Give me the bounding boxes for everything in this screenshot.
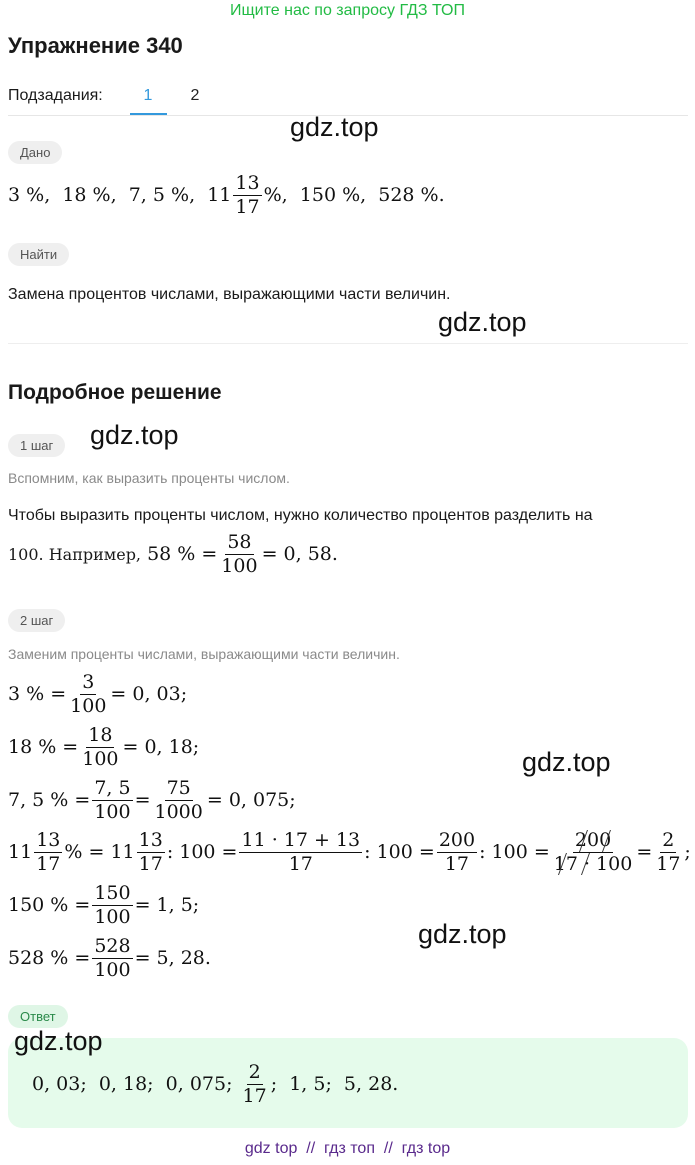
fraction-numerator: 11 · 17 + 13 — [241, 828, 361, 851]
fraction-denominator: 17 — [656, 852, 681, 875]
watermark: gdz.top — [14, 1026, 103, 1056]
fraction-numerator: 18 — [88, 723, 113, 746]
row-left: 3 % = — [8, 683, 67, 705]
solution-heading: Подробное решение — [8, 381, 222, 404]
fraction — [92, 778, 132, 823]
fraction-numerator: 58 — [227, 530, 252, 553]
fraction-numerator: 200 — [438, 828, 476, 851]
conversion-row — [8, 668, 187, 720]
conversion-row — [8, 932, 211, 984]
row-left: 528 % = — [8, 947, 91, 969]
watermark: gdz.top — [90, 420, 179, 450]
fraction-numerator: 13 — [138, 828, 163, 851]
step1-hint: Вспомним, как выразить проценты числом. — [8, 470, 290, 486]
fraction — [80, 725, 120, 770]
fraction — [137, 830, 165, 875]
watermark: gdz.top — [522, 747, 611, 777]
answer-text: 0, 03; 0, 18; 0, 075; — [32, 1073, 233, 1095]
conversion-row — [8, 879, 199, 931]
step2-hint: Заменим проценты числами, выражающими части величин. — [8, 646, 400, 662]
math-text: : 100 = — [479, 841, 550, 863]
subtasks-label: Подзадания: — [8, 87, 103, 104]
fraction-denominator: 17 — [235, 195, 260, 218]
row-mid: = — [134, 789, 151, 811]
given-pill: Дано — [8, 141, 62, 164]
fraction — [219, 532, 259, 577]
mixed-whole: 11 — [8, 841, 33, 863]
tab-subtask-2[interactable]: 2 — [190, 87, 200, 104]
footer-links[interactable]: gdz top // гдз топ // гдз top — [244, 1140, 451, 1157]
given-mixed-number — [207, 173, 287, 218]
fraction — [92, 936, 132, 981]
row-right: = 0, 075; — [206, 789, 296, 811]
fraction-denominator: 1000 — [154, 800, 203, 823]
conversion-row — [8, 774, 296, 826]
fraction — [92, 883, 132, 928]
answer-pill: Ответ — [8, 1005, 68, 1028]
fraction — [654, 830, 682, 875]
fraction-denominator: 100 — [82, 747, 119, 770]
find-pill: Найти — [8, 243, 69, 266]
fraction — [437, 830, 477, 875]
fraction-numerator: 13 — [36, 828, 61, 851]
watermark: gdz.top — [290, 112, 379, 142]
row-right: = 1, 5; — [134, 894, 200, 916]
fraction — [68, 672, 108, 717]
fraction-numerator: 2 — [662, 828, 675, 851]
math-text: : 100 = — [166, 841, 238, 863]
answer-text: ; 1, 5; 5, 28. — [270, 1073, 399, 1095]
given-item: 3 % — [8, 184, 45, 206]
watermark: gdz.top — [418, 919, 507, 949]
fraction-denominator: 17 — [138, 852, 163, 875]
promo-banner[interactable]: Ищите нас по запросу ГДЗ ТОП — [230, 2, 465, 19]
fraction-numerator: 200 — [574, 828, 612, 851]
given-item: 7, 5 % — [128, 184, 190, 206]
fraction-denominator: 100 — [94, 800, 131, 823]
page-title: Упражнение 340 — [8, 33, 183, 58]
fraction — [239, 830, 362, 875]
mixed-whole: 11 — [207, 184, 232, 206]
watermark: gdz.top — [438, 307, 527, 337]
row-right: = 0, 03; — [110, 683, 188, 705]
fraction-numerator: 150 — [94, 881, 131, 904]
row-left: 7, 5 % = — [8, 789, 91, 811]
fraction-numerator: 13 — [235, 171, 260, 194]
row-left: 18 % = — [8, 736, 79, 758]
row-left: 150 % = — [8, 894, 91, 916]
math-text: : 100 = — [364, 841, 435, 863]
fraction-denominator: 17 — [36, 852, 61, 875]
fraction-denominator: 100 — [94, 958, 131, 981]
mixed-whole: 11 — [110, 841, 135, 863]
row-right: = 5, 28. — [134, 947, 211, 969]
given-item: 18 % — [62, 184, 111, 206]
fraction — [241, 1062, 269, 1107]
fraction-denominator: 17 · 100 — [553, 852, 633, 875]
math-text: = — [636, 841, 653, 863]
example-prefix: 100. Например, — [8, 544, 142, 564]
mixed-suffix: %, — [263, 184, 288, 206]
fraction-numerator: 75 — [166, 776, 191, 799]
step1-pill: 1 шаг — [8, 434, 65, 457]
example-right: = 0, 58. — [261, 543, 338, 565]
fraction-numerator: 3 — [82, 670, 95, 693]
find-text: Замена процентов числами, выражающими части величин. — [8, 286, 451, 303]
fraction — [233, 173, 261, 218]
section-divider — [8, 343, 688, 344]
example-left: 58 % = — [147, 543, 218, 565]
answer-values — [32, 1058, 398, 1110]
fraction-denominator: 17 — [288, 852, 313, 875]
complex-conversion-row — [8, 826, 691, 878]
given-item: 150 % — [299, 184, 361, 206]
tab-subtask-1[interactable]: 1 — [143, 87, 153, 104]
fraction-numerator: 528 — [94, 934, 131, 957]
math-text: ; — [684, 841, 691, 863]
fraction-denominator: 100 — [94, 905, 131, 928]
fraction — [153, 778, 205, 823]
fraction — [34, 830, 62, 875]
given-item: 528 %. — [378, 184, 445, 206]
row-right: = 0, 18; — [122, 736, 200, 758]
fraction-numerator: 7, 5 — [94, 776, 131, 799]
fraction-cancelled — [552, 830, 635, 875]
fraction-denominator: 100 — [70, 694, 107, 717]
fraction-denominator: 17 — [444, 852, 470, 875]
step1-example — [8, 528, 338, 580]
fraction-denominator: 100 — [221, 554, 258, 577]
fraction-numerator: 2 — [248, 1060, 261, 1083]
math-text: % = — [64, 841, 105, 863]
step2-pill: 2 шаг — [8, 609, 65, 632]
step1-text: Чтобы выразить проценты числом, нужно количество процентов разделить на — [8, 507, 593, 524]
given-values: 3 % , 18 % , 7, 5 % , 11 $\frac{13}{17}$ %, 150 % , 528 %. — [8, 171, 445, 218]
conversion-row — [8, 721, 199, 773]
fraction-denominator: 17 — [242, 1084, 267, 1107]
